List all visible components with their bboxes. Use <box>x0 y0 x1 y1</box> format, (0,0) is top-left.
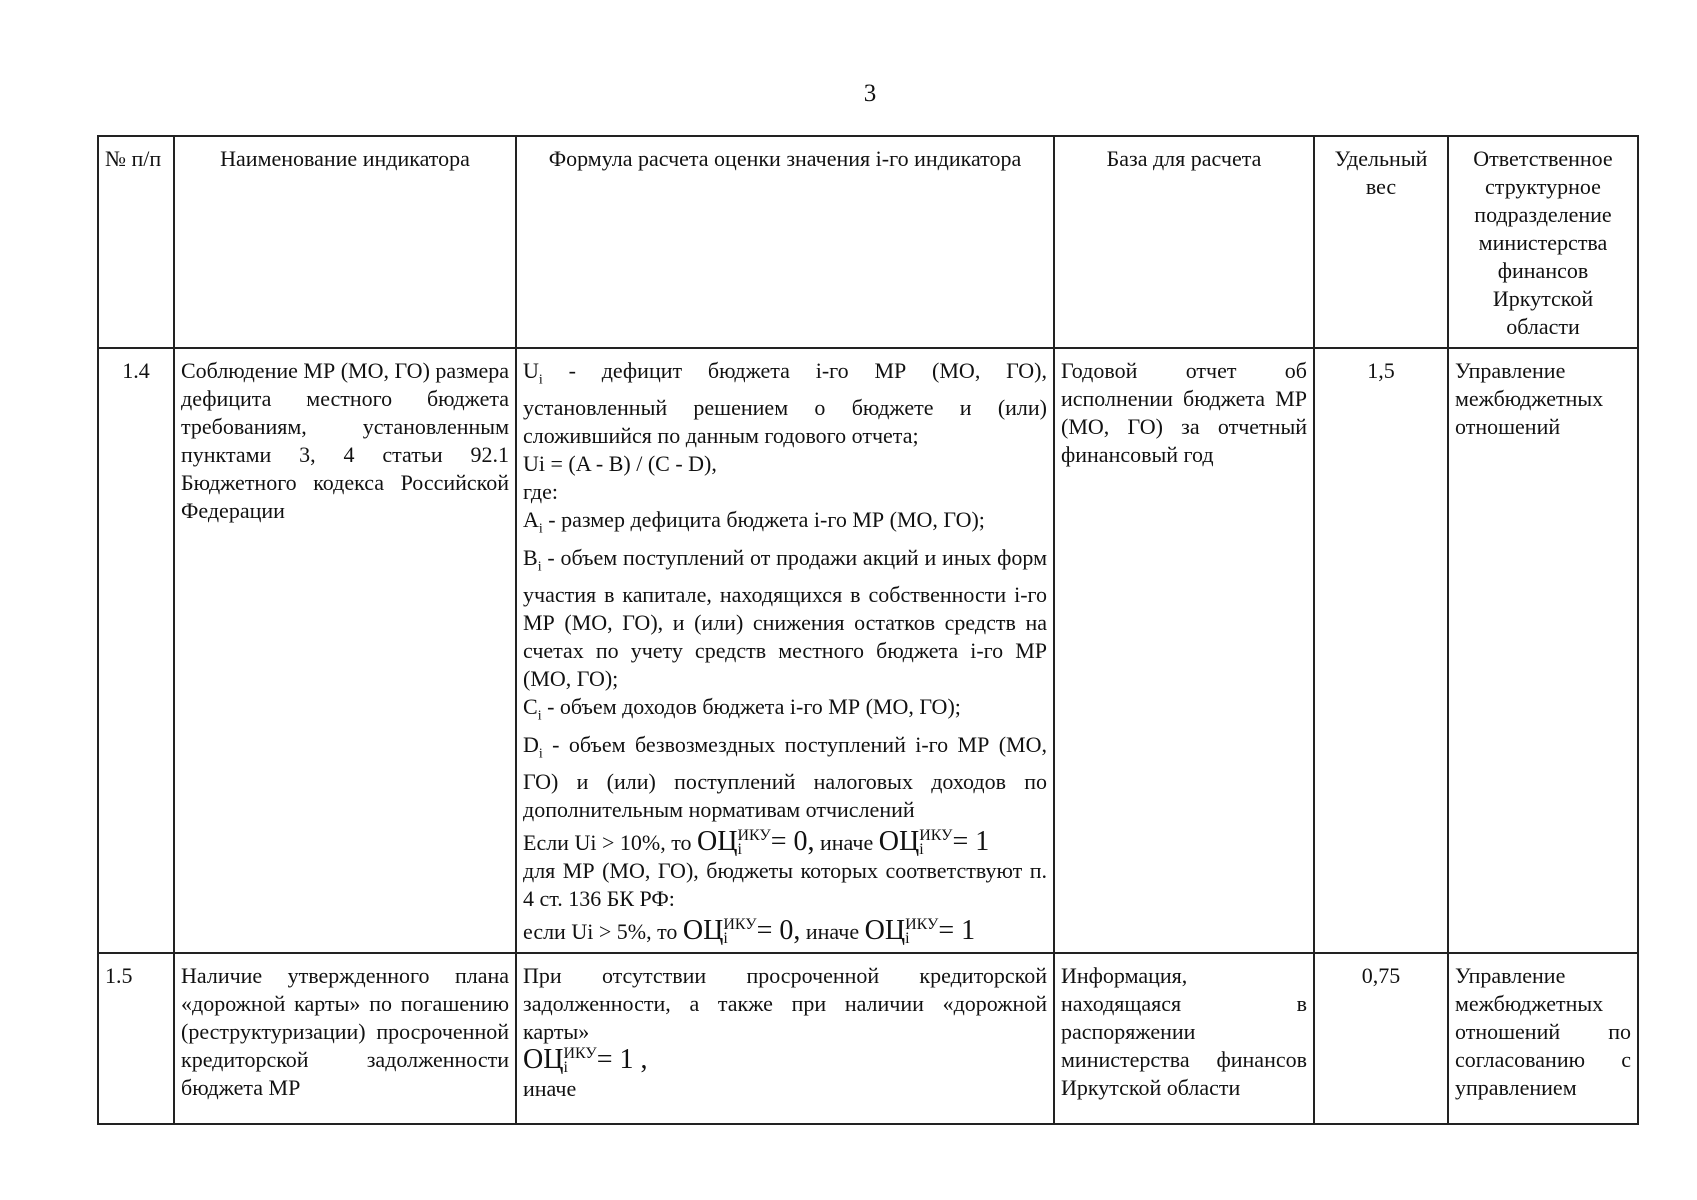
u-definition: $U_i$ - дефицит бюджета i-го МР (МО, ГО), установленный решением о бюджете и (или) сложившийся по данным годового отчета; <box>523 358 1047 449</box>
formula-cell <box>516 348 1054 953</box>
indicators-table <box>97 135 1639 1125</box>
table-header-row <box>98 136 1638 348</box>
rule-1: Если Ui > 10%, то ОЦ ИКУ i = 0, иначе ОЦ ИКУ i = 1 <box>523 825 990 858</box>
where-label: где: <box>523 479 558 505</box>
u-formula: Ui = (A - B) / (C - D), <box>523 451 717 477</box>
header-weight: Удельный вес <box>1314 136 1448 348</box>
indicator-name: Наличие утвержденного плана «дорожной карты» по погашению (реструктуризации) просроченной кредиторской задолженности бюджета МР <box>174 953 516 1124</box>
formula-else: иначе <box>523 1075 577 1101</box>
formula-value: ОЦ ИКУ i = 1 , <box>523 1043 648 1076</box>
table-row <box>98 953 1638 1124</box>
header-base: База для расчета <box>1054 136 1314 348</box>
header-name: Наименование индикатора <box>174 136 516 348</box>
c-definition: $C_i$ - объем доходов бюджета i-го МР (МО, ГО); <box>523 694 961 724</box>
header-num: № п/п <box>98 136 174 348</box>
page-number: 3 <box>863 80 877 107</box>
header-responsible: Ответственное структурное подразделение министерства финансов Иркутской области <box>1448 136 1638 348</box>
rule-2: если Ui > 5%, то ОЦ ИКУ i = 0, иначе ОЦ ИКУ i = 1 <box>523 914 976 947</box>
formula-cell <box>516 953 1054 1124</box>
rule-2-intro: для МР (МО, ГО), бюджеты которых соответствуют п. 4 ст. 136 БК РФ: <box>523 857 1047 911</box>
row-number: 1.5 <box>98 953 174 1124</box>
weight-value: 1,5 <box>1314 348 1448 953</box>
b-definition: $B_i$ - объем поступлений от продажи акций и иных форм участия в капитале, находящихся в собственности i-го МР (МО, ГО), и (или) снижения остатков средств на счетах по учету средств местного бюджета i-го МР (МО, ГО); <box>523 544 1047 692</box>
d-definition: $D_i$ - объем безвозмездных поступлений i-го МР (МО, ГО) и (или) поступлений налоговых доходов по дополнительным нормативам отчислений <box>523 731 1047 822</box>
responsible-unit: Управление межбюджетных отношений <box>1448 348 1638 953</box>
a-definition: $A_i$ - размер дефицита бюджета i-го МР (МО, ГО); <box>523 507 985 537</box>
calculation-base: Информация, находящаяся в распоряжении министерства финансов Иркутской области <box>1054 953 1314 1124</box>
table-row <box>98 348 1638 953</box>
responsible-unit: Управление межбюджетных отношений по согласованию с управлением <box>1448 953 1638 1124</box>
formula-text: При отсутствии просроченной кредиторской задолженности, а также при наличии «дорожной карты» <box>523 962 1047 1044</box>
weight-value: 0,75 <box>1314 953 1448 1124</box>
indicator-name: Соблюдение МР (МО, ГО) размера дефицита местного бюджета требованиям, установленным пунктами 3, 4 статьи 92.1 Бюджетного кодекса Российской Федерации <box>174 348 516 953</box>
calculation-base: Годовой отчет об исполнении бюджета МР (МО, ГО) за отчетный финансовый год <box>1054 348 1314 953</box>
header-formula: Формула расчета оценки значения i-го индикатора <box>516 136 1054 348</box>
row-number: 1.4 <box>98 348 174 953</box>
